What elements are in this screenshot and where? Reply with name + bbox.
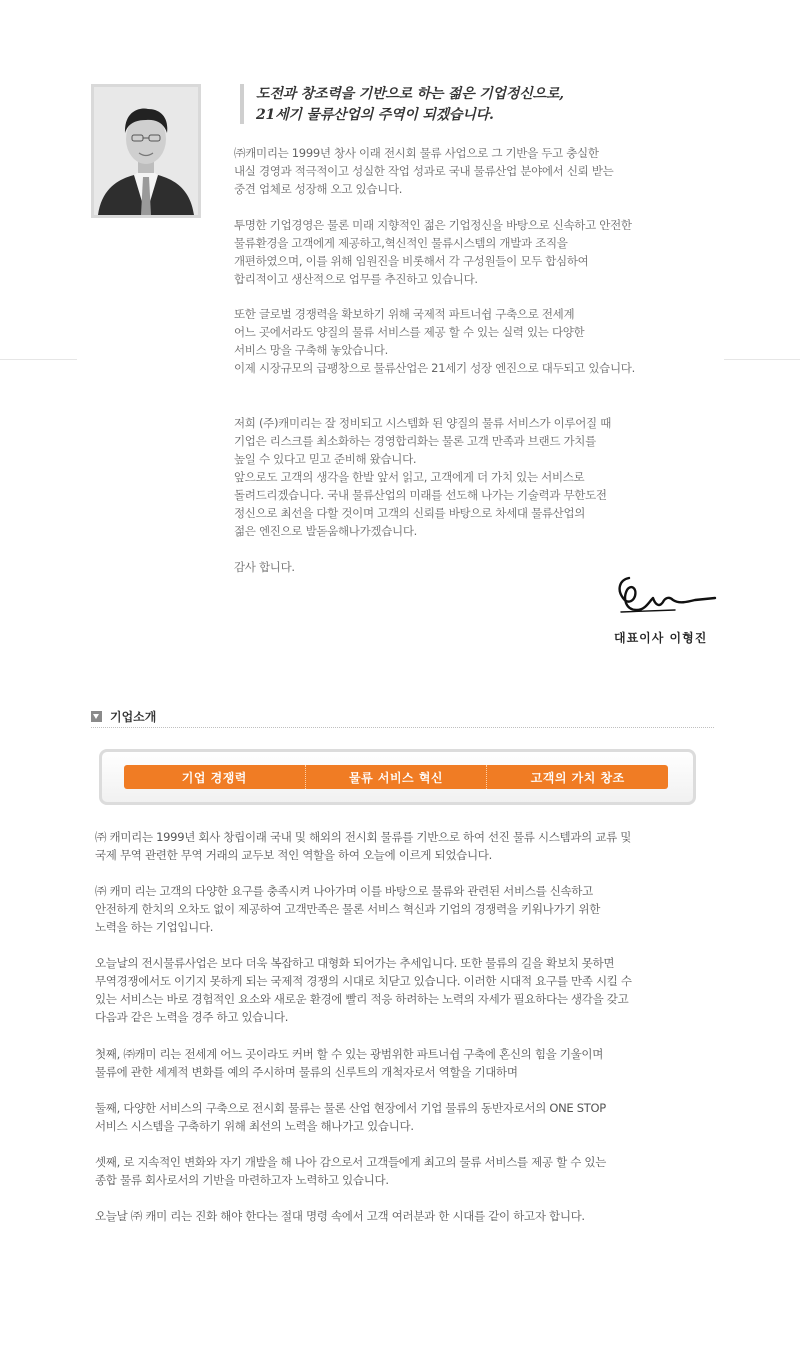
divider-right [724, 359, 800, 360]
greeting-paragraph-2 [234, 216, 724, 288]
greeting-line: 기업은 리스크를 최소화하는 경영합리화는 물론 고객 만족과 브랜드 가치를 [234, 434, 596, 448]
intro-paragraph-1 [95, 828, 715, 864]
triangle-down-icon [91, 711, 102, 722]
ceo-portrait [91, 84, 201, 218]
intro-line: 물류에 관한 세계적 변화를 예의 주시하며 물류의 신루트의 개척자로서 역할을 기대하며 [95, 1065, 518, 1079]
greeting-paragraph-3 [234, 305, 724, 377]
greeting-line: 합리적이고 생산적으로 업무를 추진하고 있습니다. [234, 272, 478, 286]
greeting-line: 어느 곳에서라도 양질의 물류 서비스를 제공 할 수 있는 실력 있는 다양한 [234, 325, 585, 339]
section-header [91, 708, 156, 725]
greeting-line: 젊은 엔진으로 발돋움해나가겠습니다. [234, 524, 418, 538]
ceo-photo [94, 87, 198, 215]
intro-paragraph-6 [95, 1153, 715, 1189]
intro-line: 오늘날의 전시물류사업은 보다 더욱 복잡하고 대형화 되어가는 추세입니다. 또한 물류의 길을 확보치 못하면 [95, 956, 615, 970]
signature-image [615, 572, 717, 616]
divider-left [0, 359, 77, 360]
tab-service-innovation[interactable]: 물류 서비스 혁신 [305, 765, 487, 789]
intro-line: 종합 물류 회사로서의 기반을 마련하고자 노력하고 있습니다. [95, 1173, 389, 1187]
greeting-line: 또한 글로벌 경쟁력을 확보하기 위해 국제적 파트너쉽 구축으로 전세계 [234, 307, 575, 321]
intro-line: 무역경쟁에서도 이기지 못하게 되는 국제적 경쟁의 시대로 치닫고 있습니다. 이러한 시대적 요구를 만족 시킬 수 [95, 974, 632, 988]
greeting-paragraph-4 [234, 414, 724, 540]
greeting-paragraph-1 [234, 144, 724, 198]
intro-line: 노력을 하는 기업입니다. [95, 920, 214, 934]
intro-paragraph-3 [95, 954, 715, 1026]
intro-paragraph-4 [95, 1045, 715, 1081]
headline-line-2: 21세기 물류산업의 주역이 되겠습니다. [256, 107, 494, 123]
greeting-line: 이제 시장규모의 급팽창으로 물류산업은 21세기 성장 엔진으로 대두되고 있습니다. [234, 361, 635, 375]
intro-paragraph-5 [95, 1099, 715, 1135]
intro-line: 셋째, 로 지속적인 변화와 자기 개발을 해 나아 감으로서 고객들에게 최고의 물류 서비스를 제공 할 수 있는 [95, 1155, 607, 1169]
greeting-line: 감사 합니다. [234, 560, 295, 574]
intro-line: ㈜ 캐미리는 1999년 회사 창립이래 국내 및 해외의 전시회 물류를 기반으로 하여 선진 물류 시스템과의 교류 및 [95, 830, 632, 844]
intro-line: 안전하게 한치의 오차도 없이 제공하여 고객만족은 물론 서비스 혁신과 기업의 경쟁력을 키워나가기 위한 [95, 902, 601, 916]
tab-menu [99, 749, 696, 805]
greeting-line: 물류환경을 고객에게 제공하고,혁신적인 물류시스템의 개발과 조직을 [234, 236, 568, 250]
headline [240, 84, 564, 124]
greeting-line: 개편하였으며, 이를 위해 임원진을 비롯해서 각 구성원들이 모두 합심하여 [234, 254, 589, 268]
signature-name: 대표이사 이형진 [614, 631, 708, 645]
intro-line: 둘째, 다양한 서비스의 구축으로 전시회 물류는 물론 산업 현장에서 기업 물류의 동반자로서의 ONE STOP [95, 1101, 606, 1115]
intro-line: ㈜ 캐미 리는 고객의 다양한 요구를 충족시켜 나아가며 이를 바탕으로 물류와 관련된 서비스를 신속하고 [95, 884, 593, 898]
greeting-line: 투명한 기업경영은 물론 미래 지향적인 젊은 기업정신을 바탕으로 신속하고 안전한 [234, 218, 632, 232]
section-divider [91, 727, 714, 728]
intro-line: 첫째, ㈜캐미 리는 전세계 어느 곳이라도 커버 할 수 있는 광범위한 파트너쉽 구축에 혼신의 힘을 기울이며 [95, 1047, 604, 1061]
greeting-line: 돌려드리겠습니다. 국내 물류산업의 미래를 선도해 나가는 기술력과 무한도전 [234, 488, 607, 502]
tab-bar [124, 765, 668, 789]
greeting-line: 높일 수 있다고 믿고 준비해 왔습니다. [234, 452, 417, 466]
tab-competitiveness[interactable]: 기업 경쟁력 [181, 770, 247, 785]
greeting-line: 저희 (주)캐미리는 잘 정비되고 시스템화 된 양질의 물류 서비스가 이루어질 때 [234, 416, 612, 430]
intro-line: 국제 무역 관련한 무역 거래의 교두보 적인 역할을 하여 오늘에 이르게 되었습니다. [95, 848, 492, 862]
greeting-line: 정신으로 최선을 다할 것이며 고객의 신뢰를 바탕으로 차세대 물류산업의 [234, 506, 586, 520]
intro-line: 다음과 같은 노력을 경주 하고 있습니다. [95, 1010, 289, 1024]
headline-line-1: 도전과 창조력을 기반으로 하는 젊은 기업정신으로, [256, 86, 564, 102]
greeting-line: 내실 경영과 적극적이고 성실한 작업 성과로 국내 물류산업 분야에서 신뢰 받는 [234, 164, 614, 178]
intro-line: 오늘날 ㈜ 캐미 리는 진화 해야 한다는 절대 명령 속에서 고객 여러분과 한 시대를 같이 하고자 합니다. [95, 1209, 585, 1223]
section-title: 기업소개 [110, 710, 157, 724]
intro-line: 서비스 시스템을 구축하기 위해 최선의 노력을 해나가고 있습니다. [95, 1119, 414, 1133]
greeting-line: ㈜캐미리는 1999년 창사 이래 전시회 물류 사업으로 그 기반을 두고 충실한 [234, 146, 599, 160]
greeting-line: 중견 업체로 성장해 오고 있습니다. [234, 182, 403, 196]
greeting-line: 앞으로도 고객의 생각을 한발 앞서 읽고, 고객에게 더 가치 있는 서비스로 [234, 470, 585, 484]
intro-paragraph-7 [95, 1207, 715, 1225]
greeting-line: 서비스 망을 구축해 놓았습니다. [234, 343, 388, 357]
tab-customer-value[interactable]: 고객의 가치 창조 [486, 765, 668, 789]
intro-line: 있는 서비스는 바로 경험적인 요소와 새로운 환경에 빨리 적응 하려하는 노력의 자세가 필요하다는 생각을 갖고 [95, 992, 629, 1006]
intro-paragraph-2 [95, 882, 715, 936]
